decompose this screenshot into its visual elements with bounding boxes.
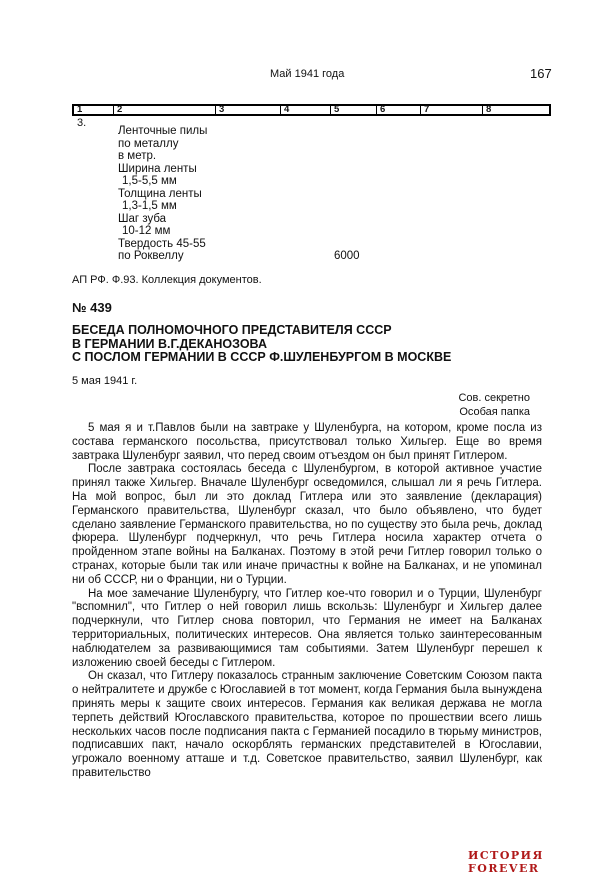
spec-line: Шаг зуба <box>118 212 167 225</box>
column-number: 4 <box>280 105 330 115</box>
title-line: В ГЕРМАНИИ В.Г.ДЕКАНОЗОВА <box>72 336 267 351</box>
paragraph: Он сказал, что Гитлеру показалось странным заключение Советским Союзом пакта о нейтралитете и дружбе с Югославией в тот момент, когда Германия была вынуждена принять меры к защите своих интересов. Германия как великая держава не могла терпеть действий Югославского правительства, которое по прошествии всего лишь нескольких часов после подписания пакта с Германией посадило в тюрьму министров, подписавших пакт, начало оскорблять германских представителей в Югославии, угрожало военному атташе и т.д. Советское правительство, заявил Шуленбург, как правительство <box>72 670 542 779</box>
column-number: 1 <box>77 104 83 115</box>
classification-line: Сов. секретно <box>458 392 530 404</box>
page-number: 167 <box>530 66 552 81</box>
classification-line: Особая папка <box>459 406 530 418</box>
title-line: С ПОСЛОМ ГЕРМАНИИ В СССР Ф.ШУЛЕНБУРГОМ В МОСКВЕ <box>72 350 452 364</box>
column-number: 8 <box>482 105 549 115</box>
spec-line: 10-12 мм <box>122 225 171 237</box>
document-number: № 439 <box>72 300 112 315</box>
spec-line: Толщина ленты <box>118 187 202 200</box>
column-number: 2 <box>113 105 215 115</box>
column-number: 7 <box>420 105 482 115</box>
document-title <box>72 324 451 365</box>
classification-block <box>390 391 530 419</box>
table-row-price: 6000 <box>334 250 360 262</box>
watermark-logo: ИСТОРИЯ FOREVER <box>468 849 544 875</box>
title-line: БЕСЕДА ПОЛНОМОЧНОГО ПРЕДСТАВИТЕЛЯ СССР <box>72 323 392 337</box>
spec-line: Ленточные пилы <box>118 125 208 137</box>
running-title: Май 1941 года <box>270 68 345 80</box>
source-note: АП РФ. Ф.93. Коллекция документов. <box>72 274 262 286</box>
table-column-numbers <box>72 104 551 116</box>
document-body <box>72 422 542 781</box>
spec-line: Твердость 45-55 <box>118 237 206 250</box>
paragraph: 5 мая я и т.Павлов были на завтраке у Шуленбурга, на котором, кроме посла из состава германского посольства, присутствовал только Хильгер. Еще во время завтрака Шуленбург заявил, что перед своим отъездом он был принят Гитлером. <box>72 422 542 462</box>
spec-line: Ширина ленты <box>118 162 197 175</box>
table-row-spec <box>118 125 318 263</box>
spec-line: 1,5-5,5 мм <box>122 175 177 187</box>
spec-line: по металлу <box>118 137 179 150</box>
paragraph: На мое замечание Шуленбургу, что Гитлер кое-что говорил и о Турции, Шуленбург "вспомнил", что Гитлер о ней говорил лишь вскользь: Шуленбург и Хильгер далее подчеркнули, что Гитлер снова повторил, что Германия не имеет на Балканах территориальных, политических интересов. Она является только заинтересованным наблюдателем за развивающимися там событиями. Затем Шуленбург перешел к изложению своей беседы с Гитлером. <box>72 587 542 669</box>
column-number: 5 <box>330 105 376 115</box>
document-date: 5 мая 1941 г. <box>72 375 138 387</box>
paragraph: После завтрака состоялась беседа с Шуленбургом, в которой активное участие принял также Хильгер. Вначале Шуленбург осведомился, слышал ли я речь Гитлера. На мой вопрос, был ли это доклад Гитлера или это заявление (декларация) Германского правительства, Шуленбург сказал, что было объявлено, что будет сделано заявление Германского правительства, но по существу это была речь, доклад фюрера. Шуленбург подчеркнул, что речь Гитлера носила характер отчета о пройденном этапе войны на Балканах. Поэтому в этой речи Гитлер говорил только о странах, которые были так или иначе причастны к войне на Балканах, и не упоминал ни об СССР, ни о Франции, ни о Турции. <box>72 463 542 586</box>
spec-line: 1,3-1,5 мм <box>122 200 177 212</box>
spec-line: в метр. <box>118 150 157 162</box>
column-number: 6 <box>376 105 420 115</box>
column-number: 3 <box>215 105 280 115</box>
spec-line: по Роквеллу <box>118 250 184 262</box>
page-header <box>0 68 600 84</box>
table-row-number: 3. <box>77 117 87 129</box>
